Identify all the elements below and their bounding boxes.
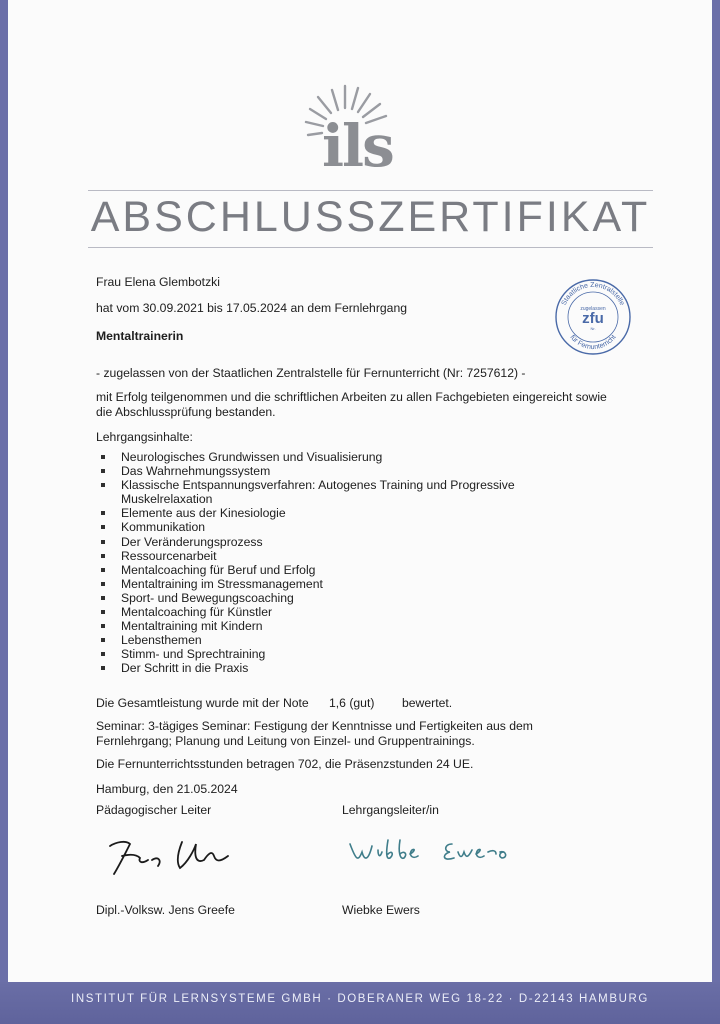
course-title: Mentaltrainerin xyxy=(96,329,184,343)
contents-list xyxy=(96,450,515,676)
place-date: Hamburg, den 21.05.2024 xyxy=(96,782,238,796)
grade-suffix: bewertet. xyxy=(402,696,453,710)
contents-heading: Lehrgangsinhalte: xyxy=(96,430,193,444)
seminar-line-1: Seminar: 3-tägiges Seminar: Festigung der Kenntnisse und Fertigkeiten aus dem xyxy=(96,719,533,733)
list-item: Das Wahrnehmungssystem xyxy=(96,464,515,478)
left-signature-icon xyxy=(96,832,246,882)
right-signatory-name: Wiebke Ewers xyxy=(342,903,420,917)
page-title: ABSCHLUSSZERTIFIKAT xyxy=(90,193,651,241)
right-signatory-role: Lehrgangsleiter/in xyxy=(342,803,439,817)
list-item: Der Veränderungsprozess xyxy=(96,535,515,549)
seal-middle-text: zugelassen xyxy=(580,306,606,312)
footer-address: INSTITUT FÜR LERNSYSTEME GMBH · DOBERANER WEG 18-22 · D-22143 HAMBURG xyxy=(0,982,720,1024)
list-item: Mentaltraining im Stressmanagement xyxy=(96,577,515,591)
grade-prefix: Die Gesamtleistung wurde mit der Note xyxy=(96,696,309,710)
list-item-continuation: Muskelrelaxation xyxy=(121,492,213,507)
logo-text: ils xyxy=(322,112,393,180)
svg-text:für Fernunterricht xyxy=(568,334,617,351)
list-item: Mentalcoaching für Beruf und Erfolg xyxy=(96,563,515,577)
seal-top-text: Staatliche Zentralstelle xyxy=(560,281,626,307)
list-item: Kommunikation xyxy=(96,520,515,534)
list-item: Mentalcoaching für Künstler xyxy=(96,605,515,619)
recipient-name: Frau Elena Glembotzki xyxy=(96,275,220,289)
list-item: Sport- und Bewegungscoaching xyxy=(96,591,515,605)
result-line-1: mit Erfolg teilgenommen und die schriftlichen Arbeiten zu allen Fachgebieten eingereicht sowie xyxy=(96,390,607,404)
seal-bottom-text: für Fernunterricht xyxy=(568,333,618,352)
left-signatory-role: Pädagogischer Leiter xyxy=(96,803,212,817)
seal-logo: zfu xyxy=(582,310,604,327)
zfu-seal-icon xyxy=(553,277,633,357)
list-item: Klassische Entspannungsverfahren: Autogenes Training und Progressive xyxy=(96,478,515,492)
list-item: Lebensthemen xyxy=(96,633,515,647)
title-top-rule xyxy=(88,190,653,191)
right-signature-icon xyxy=(346,832,526,872)
seal-nr-text: Nr. xyxy=(590,326,596,331)
admission-line: - zugelassen von der Staatlichen Zentralstelle für Fernunterricht (Nr: 7257612) - xyxy=(96,366,526,380)
list-item: Stimm- und Sprechtraining xyxy=(96,647,515,661)
seminar-line-2: Fernlehrgang; Planung und Leitung von Einzel- und Gruppentrainings. xyxy=(96,734,475,748)
left-signatory-name: Dipl.-Volksw. Jens Greefe xyxy=(96,903,235,917)
grade-value: 1,6 (gut) xyxy=(329,696,375,710)
list-item: Der Schritt in die Praxis xyxy=(96,661,515,675)
period-line: hat vom 30.09.2021 bis 17.05.2024 an dem Fernlehrgang xyxy=(96,301,408,315)
result-line-2: die Abschlussprüfung bestanden. xyxy=(96,405,276,419)
list-item: Elemente aus der Kinesiologie xyxy=(96,506,515,520)
title-bottom-rule xyxy=(88,247,653,248)
list-item: Neurologisches Grundwissen und Visualisierung xyxy=(96,450,515,464)
list-item: Mentaltraining mit Kindern xyxy=(96,619,515,633)
hours-line: Die Fernunterrichtsstunden betragen 702, die Präsenzstunden 24 UE. xyxy=(96,757,474,771)
list-item: Ressourcenarbeit xyxy=(96,549,515,563)
svg-text:Staatliche Zentralstelle xyxy=(561,282,626,307)
